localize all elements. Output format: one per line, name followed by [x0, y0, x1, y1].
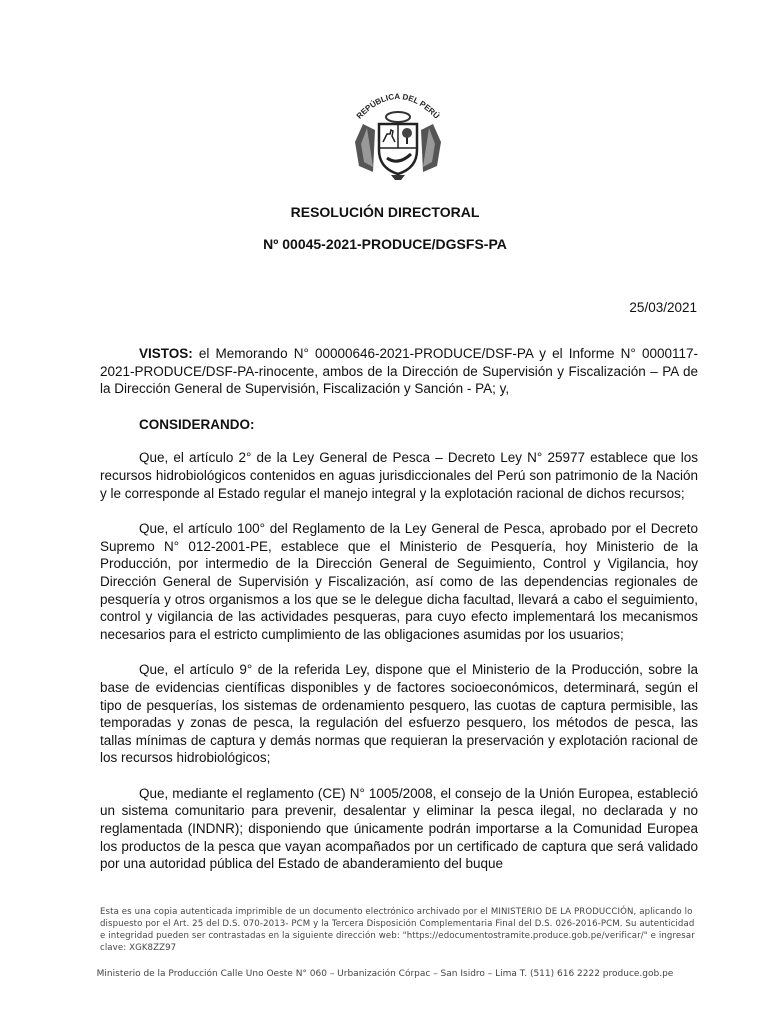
seal-text: REPÚBLICA DEL PERÚ — [354, 91, 442, 121]
paragraph-2: Que, el artículo 100° del Reglamento de la Ley General de Pesca, aprobado por el Decreto Supremo N° 012-2001-PE, establece que el Ministerio de Pesquería, hoy Ministerio de la Producción, por intermedio de la Dirección General de Seguimiento, Control y Vigilancia, hoy Dirección General de Supervisión y Fiscalización, así como de las dependencias regionales de pesquería y otros organismos a los que se le delegue dicha facultad, llevará a cabo el seguimiento, control y vigilancia de las actividades pesqueras, para cuyo efecto implementará los mecanismos necesarios para el estricto cumplimiento de las obligaciones asumidas por los usuarios; — [100, 521, 698, 642]
vistos-text: el Memorando N° 00000646-2021-PRODUCE/DSF-PA y el Informe N° 0000117-2021-PRODUCE/DSF-PA-rinocente, ambos de la Dirección de Supervisión y Fiscalización – PA de la Dirección General de Supervisión, Fiscalización y Sanción - PA; y, — [100, 346, 698, 397]
footer-contact: Ministerio de la Producción Calle Uno Oeste N° 060 – Urbanización Córpac – San Isidro – Lima T. (511) 616 2222 produce.gob.pe — [96, 969, 674, 979]
coat-of-arms-icon — [343, 84, 453, 184]
considerando-heading: CONSIDERANDO: — [139, 416, 255, 432]
document-title: RESOLUCIÓN DIRECTORAL — [290, 204, 480, 220]
vistos-label: VISTOS: — [139, 346, 193, 361]
vistos-paragraph — [100, 345, 698, 398]
paragraph-1: Que, el artículo 2° de la Ley General de Pesca – Decreto Ley N° 25977 establece que los recursos hidrobiológicos contenidos en aguas jurisdiccionales del Perú son patrimonio de la Nación y le corresponde al Estado regular el manejo integral y la explotación racional de dichos recursos; — [100, 450, 698, 501]
paragraph-3: Que, el artículo 9° de la referida Ley, dispone que el Ministerio de la Producción, sobre la base de evidencias científicas disponibles y de factores socioeconómicos, determinará, según el tipo de pesquerías, los sistemas de ordenamiento pesquero, las cuotas de captura permisible, las temporadas y zonas de pesca, la regulación del esfuerzo pesquero, los métodos de pesca, las tallas mínimas de captura y demás normas que requieran la preservación y explotación racional de los recursos hidrobiológicos; — [100, 662, 698, 766]
resolution-number: Nº 00045-2021-PRODUCE/DGSFS-PA — [263, 236, 507, 252]
svg-text:REPÚBLICA DEL PERÚ — [355, 92, 442, 121]
document-date: 25/03/2021 — [629, 300, 697, 315]
document-body — [100, 345, 698, 891]
authenticity-note: Esta es una copia autenticada imprimible de un documento electrónico archivado por el MINISTERIO DE LA PRODUCCIÓN, aplicando lo dispuesto por el Art. 25 del D.S. 070-2013- PCM y la Tercera Disposición Complementaria Final del D.S. 026-2016-PCM. Su autenticidad e integridad pueden ser contrastadas en la siguiente dirección web: "https://edocumentostramite.produce.gob.pe/verificar/" e ingresar clave: XGK8ZZ97 — [100, 907, 695, 953]
paragraph-4: Que, mediante el reglamento (CE) N° 1005/2008, el consejo de la Unión Europea, estableció un sistema comunitario para prevenir, desalentar y eliminar la pesca ilegal, no declarada y no reglamentada (INDNR); disponiendo que únicamente podrán importarse a la Comunidad Europea los productos de la pesca que vayan acompañados por un certificado de captura que será validado por una autoridad pública del Estado de abanderamiento del buque — [100, 785, 698, 872]
